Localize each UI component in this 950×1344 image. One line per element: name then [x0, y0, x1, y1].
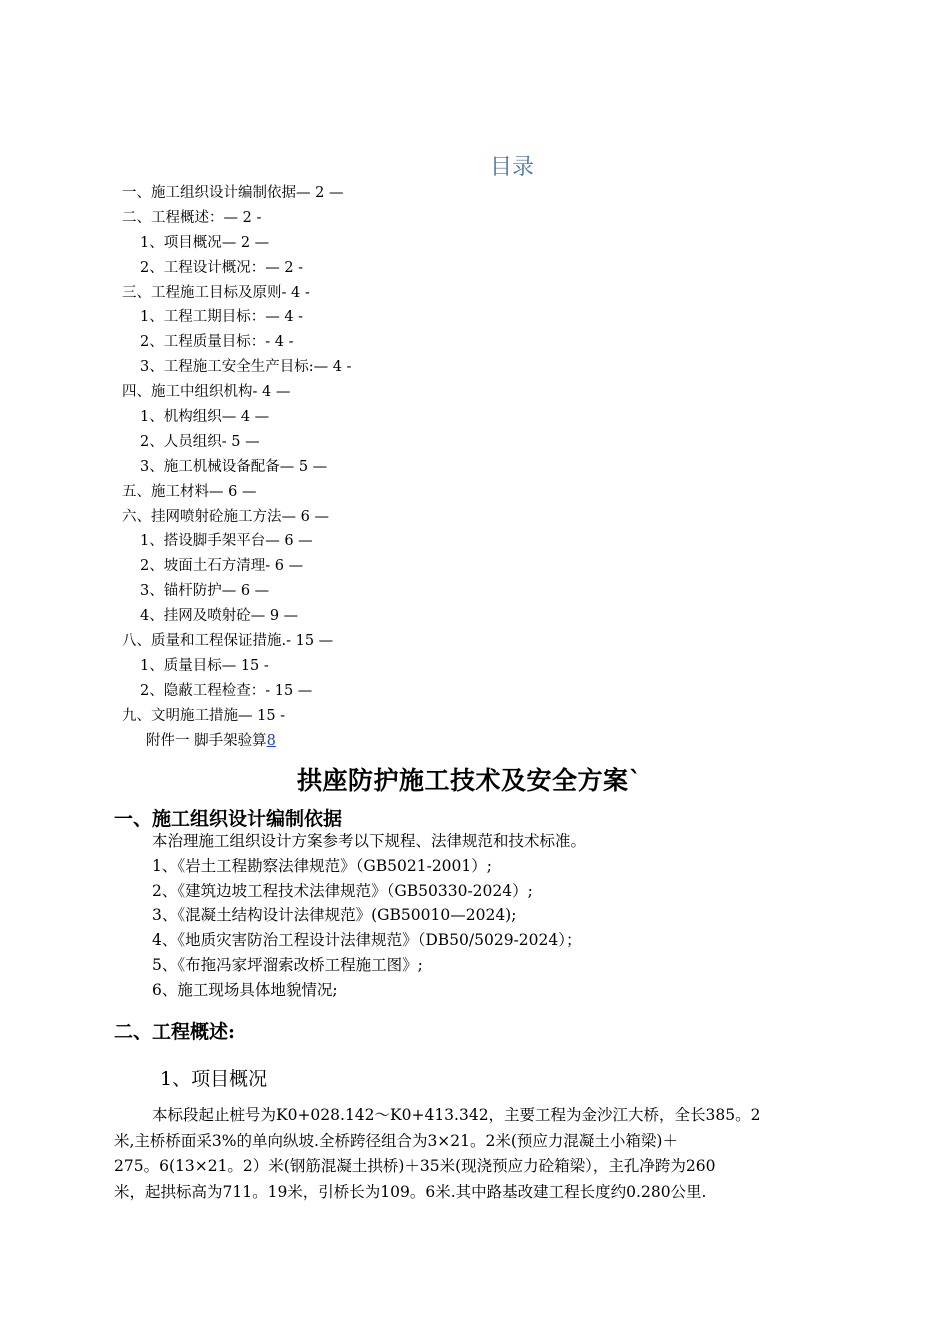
- toc-item[interactable]: 八、质量和工程保证措施.- 15 —: [122, 633, 334, 650]
- toc-item[interactable]: 3、锚杆防护— 6 —: [140, 583, 270, 600]
- toc-item[interactable]: 4、挂网及喷射砼— 9 —: [140, 608, 299, 625]
- toc-item[interactable]: 3、施工机械设备配备— 5 —: [140, 458, 328, 475]
- standard-item: 2、《建筑边坡工程技术法律规范》（GB50330-2024）;: [152, 881, 533, 900]
- toc-item[interactable]: 1、机构组织— 4 —: [140, 409, 270, 426]
- toc-item[interactable]: 1、搭设脚手架平台— 6 —: [140, 533, 313, 550]
- toc-item[interactable]: 三、工程施工目标及原则- 4 -: [122, 284, 310, 301]
- paragraph-line: 米，起拱标高为711。19米，引桥长为109。6米.其中路基改建工程长度约0.280公里.: [114, 1182, 707, 1201]
- section1-intro: 本治理施工组织设计方案参考以下规程、法律规范和技术标准。: [152, 832, 587, 850]
- standard-item: 6、施工现场具体地貌情况;: [152, 980, 338, 999]
- section1-basis-list: [152, 829, 586, 1003]
- toc-item[interactable]: 1、项目概况— 2 —: [140, 234, 270, 251]
- toc-appendix-label: 附件一 脚手架验算: [146, 732, 267, 749]
- standard-item: 3、《混凝土结构设计法律规范》(GB50010—2024);: [152, 906, 517, 925]
- toc-item[interactable]: 2、工程设计概况：— 2 -: [140, 259, 304, 276]
- paragraph-line: 米,主桥桥面采3%的单向纵坡.全桥跨径组合为3×21。2米(预应力混凝土小箱梁)＋: [114, 1131, 678, 1150]
- toc-item[interactable]: 2、坡面土石方清理- 6 —: [140, 558, 304, 575]
- toc-appendix-item: [122, 729, 351, 754]
- toc-appendix-page-link[interactable]: 8: [266, 732, 276, 749]
- document-title: 拱座防护施工技术及安全方案`: [297, 766, 642, 795]
- toc-item[interactable]: 一、施工组织设计编制依据— 2 —: [122, 185, 344, 201]
- section2-heading: 二、工程概述:: [114, 1021, 236, 1043]
- toc-item[interactable]: 2、人员组织- 5 —: [140, 433, 260, 450]
- standard-item: 5、《布拖冯家坪溜索改桥工程施工图》;: [152, 955, 423, 974]
- paragraph-line: 本标段起止桩号为K0+028.142～K0+413.342，主要工程为金沙江大桥，全长385。2: [152, 1106, 761, 1124]
- standard-item: 4、《地质灾害防治工程设计法律规范》（DB50/5029-2024）；: [152, 931, 582, 950]
- table-of-contents: [122, 181, 351, 753]
- toc-title: 目录: [489, 155, 534, 180]
- section2-subheading: 1、项目概况: [160, 1068, 268, 1090]
- toc-item[interactable]: 1、质量目标— 15 -: [140, 657, 269, 674]
- toc-item[interactable]: 2、工程质量目标：- 4 -: [140, 334, 294, 351]
- paragraph-line: 275。6(13×21。2）米(钢筋混凝土拱桥)＋35米(现浇预应力砼箱梁），主孔净跨为260: [114, 1157, 716, 1176]
- toc-item[interactable]: 六、挂网喷射砼施工方法— 6 —: [122, 508, 329, 525]
- toc-item[interactable]: 五、施工材料— 6 —: [122, 483, 257, 500]
- project-overview-paragraph: [114, 1103, 860, 1205]
- toc-item[interactable]: 2、隐蔽工程检查：- 15 —: [140, 682, 313, 699]
- toc-item[interactable]: 3、工程施工安全生产目标:— 4 -: [140, 359, 352, 376]
- toc-item[interactable]: 二、工程概述：— 2 -: [122, 209, 262, 226]
- standard-item: 1、《岩土工程勘察法律规范》（GB5021-2001）;: [152, 856, 492, 875]
- toc-item[interactable]: 1、工程工期目标：— 4 -: [140, 309, 304, 326]
- toc-item[interactable]: 四、施工中组织机构- 4 —: [122, 384, 291, 401]
- section1-heading: 一、施工组织设计编制依据: [114, 808, 343, 830]
- toc-item[interactable]: 九、文明施工措施— 15 -: [122, 707, 286, 724]
